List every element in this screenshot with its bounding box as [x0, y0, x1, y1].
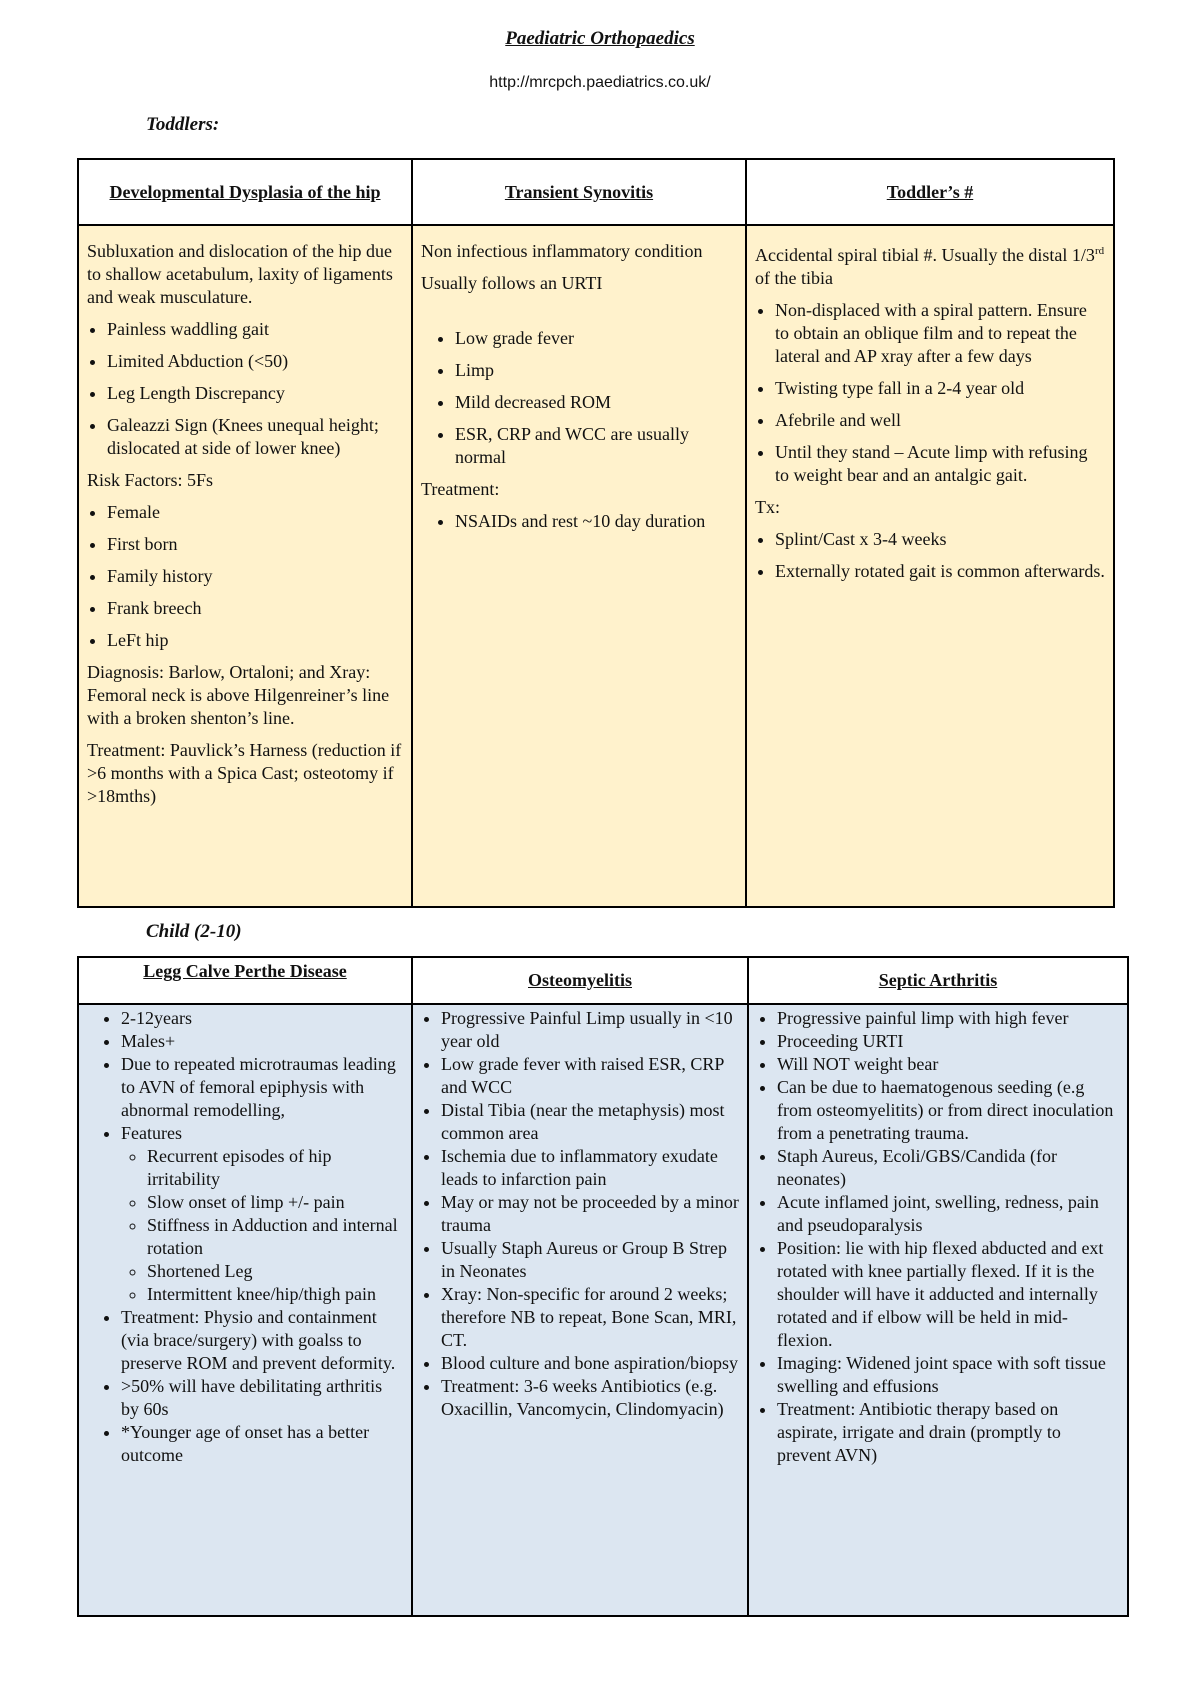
list-item: • Painless waddling gait [107, 318, 403, 341]
list-item: • Low grade fever with raised ESR, CRP and WCC [441, 1053, 739, 1099]
toddlers-table [77, 158, 1115, 908]
lcp-list-2 [87, 1306, 403, 1467]
section-child: Child (2-10) [146, 921, 242, 942]
list-item: • Female [107, 501, 403, 524]
list-item: • Limited Abduction (<50) [107, 350, 403, 373]
list-item: • Distal Tibia (near the metaphysis) most common area [441, 1099, 739, 1145]
ts-signs-list [421, 327, 737, 469]
list-item: • Limp [455, 359, 737, 382]
list-item: • LeFt hip [107, 629, 403, 652]
list-item: ◦ Recurrent episodes of hip irritability [147, 1145, 403, 1191]
list-item: • Ischemia due to inflammatory exudate leads to infarction pain [441, 1145, 739, 1191]
list-item: • *Younger age of onset has a better outcome [121, 1421, 403, 1467]
list-item: • Frank breech [107, 597, 403, 620]
list-item: • NSAIDs and rest ~10 day duration [455, 510, 737, 533]
list-item: • Proceeding URTI [777, 1030, 1119, 1053]
header-lcp: Legg Calve Perthe Disease [78, 957, 412, 1004]
ts-intro: Non infectious inflammatory condition [421, 241, 703, 261]
header-septic-arthritis: Septic Arthritis [748, 957, 1128, 1004]
osteo-cell [412, 1004, 748, 1616]
ddh-intro: Subluxation and dislocation of the hip due to shallow acetabulum, laxity of ligaments and weak musculature. [87, 241, 393, 307]
list-item: • Splint/Cast x 3-4 weeks [775, 528, 1105, 551]
ddh-risks-list [87, 501, 403, 652]
list-item: • Twisting type fall in a 2-4 year old [775, 377, 1105, 400]
lcp-list [87, 1007, 403, 1145]
list-item: • Afebrile and well [775, 409, 1105, 432]
source-url[interactable]: http://mrcpch.paediatrics.co.uk/ [489, 74, 711, 91]
list-item: • Due to repeated microtraumas leading to AVN of femoral epiphysis with abnormal remodelling, [121, 1053, 403, 1122]
list-item: • Progressive painful limp with high fever [777, 1007, 1119, 1030]
ddh-cell [78, 225, 412, 907]
list-item: • Blood culture and bone aspiration/biopsy [441, 1352, 739, 1375]
list-item: • Until they stand – Acute limp with refusing to weight bear and an antalgic gait. [775, 441, 1105, 487]
tf-cell [746, 225, 1114, 907]
osteo-list [421, 1007, 739, 1421]
list-item: • May or may not be proceeded by a minor trauma [441, 1191, 739, 1237]
list-item: • Males+ [121, 1030, 403, 1053]
list-item: • Externally rotated gait is common afterwards. [775, 560, 1105, 583]
header-ddh: Developmental Dysplasia of the hip [78, 159, 412, 225]
list-item: ◦ Slow onset of limp +/- pain [147, 1191, 403, 1214]
septic-list [757, 1007, 1119, 1467]
list-item: • Mild decreased ROM [455, 391, 737, 414]
list-item: ◦ Intermittent knee/hip/thigh pain [147, 1283, 403, 1306]
ddh-treatment: Treatment: Pauvlick’s Harness (reduction if >6 months with a Spica Cast; osteotomy if >18mths) [87, 740, 402, 806]
list-item: ◦ Stiffness in Adduction and internal rotation [147, 1214, 403, 1260]
list-item: • Features [121, 1122, 403, 1145]
list-item: • Imaging: Widened joint space with soft tissue swelling and effusions [777, 1352, 1119, 1398]
header-osteomyelitis: Osteomyelitis [412, 957, 748, 1004]
ts-treatment-list [421, 510, 737, 533]
list-item: • Leg Length Discrepancy [107, 382, 403, 405]
page-title: Paediatric Orthopaedics [505, 28, 695, 49]
list-item: • 2-12years [121, 1007, 403, 1030]
tf-intro: Accidental spiral tibial #. Usually the distal 1/3rd of the tibia [755, 245, 1105, 288]
lcp-cell [78, 1004, 412, 1616]
ddh-risk-label: Risk Factors: 5Fs [87, 470, 214, 490]
list-item: • Treatment: Antibiotic therapy based on aspirate, irrigate and drain (promptly to prevent AVN) [777, 1398, 1119, 1467]
list-item: • Can be due to haematogenous seeding (e.g from osteomyelitits) or from direct inoculation from a penetrating trauma. [777, 1076, 1119, 1145]
list-item: ◦ Shortened Leg [147, 1260, 403, 1283]
section-toddlers: Toddlers: [146, 114, 220, 135]
ddh-diagnosis: Diagnosis: Barlow, Ortaloni; and Xray: Femoral neck is above Hilgenreiner’s line with a broken shenton’s line. [87, 662, 390, 728]
lcp-features-list [121, 1145, 403, 1306]
ts-cell [412, 225, 746, 907]
list-item: • Usually Staph Aureus or Group B Strep in Neonates [441, 1237, 739, 1283]
septic-cell [748, 1004, 1128, 1616]
ddh-signs-list [87, 318, 403, 460]
list-item: • Treatment: 3-6 weeks Antibiotics (e.g. Oxacillin, Vancomycin, Clindomyacin) [441, 1375, 739, 1421]
list-item: • First born [107, 533, 403, 556]
ts-follows: Usually follows an URTI [421, 273, 603, 293]
header-transient-synovitis: Transient Synovitis [412, 159, 746, 225]
tf-tx-list [755, 528, 1105, 583]
list-item: • Staph Aureus, Ecoli/GBS/Candida (for neonates) [777, 1145, 1119, 1191]
list-item: • Family history [107, 565, 403, 588]
ts-treatment-label: Treatment: [421, 479, 500, 499]
header-toddlers-fracture: Toddler’s # [746, 159, 1114, 225]
list-item: • Treatment: Physio and containment (via brace/surgery) with goalss to preserve ROM and prevent deformity. [121, 1306, 403, 1375]
tf-tx-label: Tx: [755, 497, 780, 517]
child-table [77, 956, 1129, 1617]
list-item: • Galeazzi Sign (Knees unequal height; dislocated at side of lower knee) [107, 414, 403, 460]
list-item: • Low grade fever [455, 327, 737, 350]
list-item: • ESR, CRP and WCC are usually normal [455, 423, 737, 469]
tf-points-list [755, 299, 1105, 487]
list-item: • Position: lie with hip flexed abducted and ext rotated with knee partially flexed. If it is the shoulder will have it adducted and internally rotated and if elbow will be held in mid-flexion. [777, 1237, 1119, 1352]
list-item: • Will NOT weight bear [777, 1053, 1119, 1076]
list-item: • Xray: Non-specific for around 2 weeks; therefore NB to repeat, Bone Scan, MRI, CT. [441, 1283, 739, 1352]
list-item: • Progressive Painful Limp usually in <10 year old [441, 1007, 739, 1053]
list-item: • Acute inflamed joint, swelling, redness, pain and pseudoparalysis [777, 1191, 1119, 1237]
list-item: • >50% will have debilitating arthritis by 60s [121, 1375, 403, 1421]
list-item: • Non-displaced with a spiral pattern. Ensure to obtain an oblique film and to repeat the lateral and AP xray after a few days [775, 299, 1105, 368]
